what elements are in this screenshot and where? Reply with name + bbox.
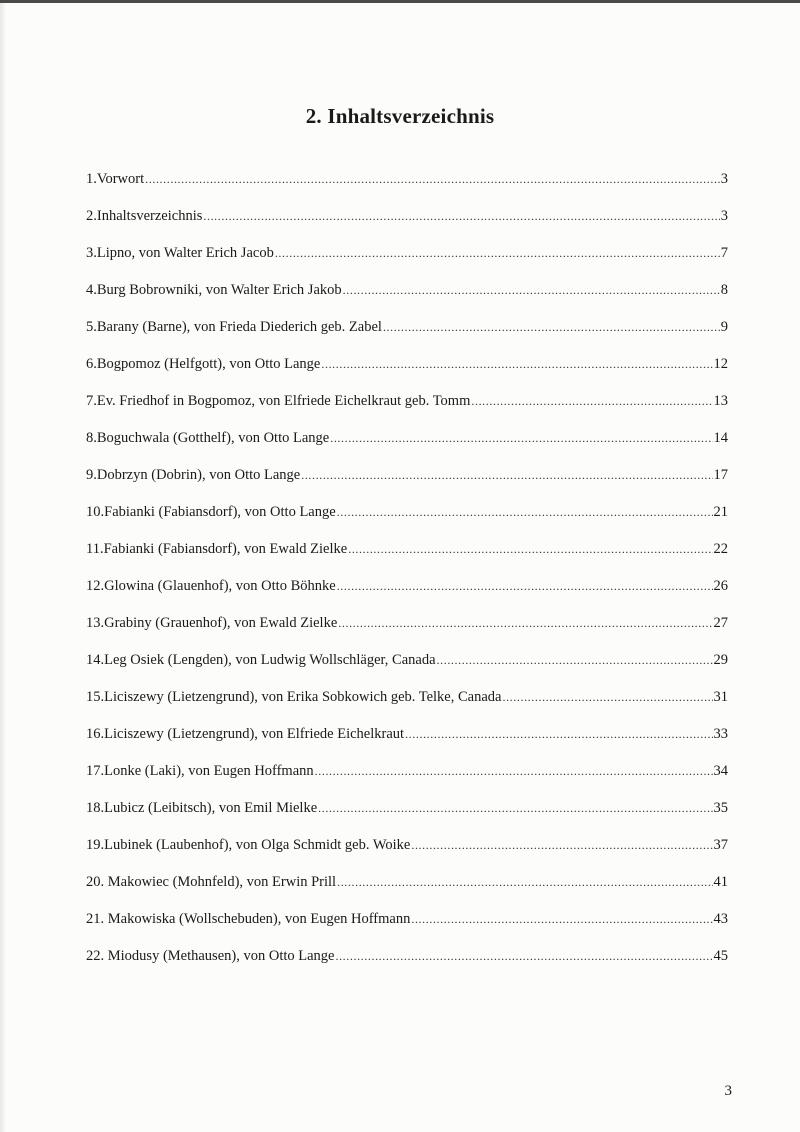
dot-leader <box>405 724 712 744</box>
toc-entry-title: 8.Boguchwala (Gotthelf), von Otto Lange <box>86 430 330 446</box>
toc-entry-title: 13.Grabiny (Grauenhof), von Ewald Zielke <box>86 615 338 631</box>
toc-entry-title: 12.Glowina (Glauenhof), von Otto Böhnke <box>86 578 336 594</box>
toc-entry <box>86 206 728 243</box>
toc-entry <box>86 243 728 280</box>
toc-entry <box>86 687 728 724</box>
dot-leader <box>502 687 712 707</box>
toc-entry-title: 6.Bogpomoz (Helfgott), von Otto Lange <box>86 356 321 372</box>
toc-entry-page: 35 <box>713 800 728 816</box>
toc-entry-title: 2.Inhaltsverzeichnis <box>86 208 203 224</box>
toc-entry-title: 11.Fabianki (Fabiansdorf), von Ewald Zielke <box>86 541 348 557</box>
toc-entry <box>86 465 728 502</box>
toc-entry-title: 1.Vorwort <box>86 171 145 187</box>
scan-edge-left <box>0 3 6 1132</box>
toc-entry-page: 27 <box>713 615 728 631</box>
toc-entry-page: 45 <box>713 948 728 964</box>
toc-entry-page: 13 <box>713 393 728 409</box>
dot-leader <box>203 206 719 226</box>
dot-leader <box>337 576 713 596</box>
toc-entry-title: 3.Lipno, von Walter Erich Jacob <box>86 245 274 261</box>
toc-entry <box>86 872 728 909</box>
toc-entry <box>86 391 728 428</box>
toc-entry-page: 37 <box>713 837 728 853</box>
dot-leader <box>275 243 720 263</box>
toc-entry-page: 9 <box>720 319 728 335</box>
toc-entry-title: 9.Dobrzyn (Dobrin), von Otto Lange <box>86 467 301 483</box>
toc-entry-page: 22 <box>713 541 728 557</box>
toc-entry-page: 29 <box>713 652 728 668</box>
dot-leader <box>437 650 713 670</box>
toc-entry-title: 14.Leg Osiek (Lengden), von Ludwig Wollschläger, Canada <box>86 652 436 668</box>
page-number: 3 <box>724 1083 732 1099</box>
toc-entry-title: 15.Liciszewy (Lietzengrund), von Erika Sobkowich geb. Telke, Canada <box>86 689 502 705</box>
dot-leader <box>411 835 712 855</box>
dot-leader <box>337 502 713 522</box>
dot-leader <box>383 317 720 337</box>
toc-entry-title: 7.Ev. Friedhof in Bogpomoz, von Elfriede Eichelkraut geb. Tomm <box>86 393 471 409</box>
toc-entry <box>86 761 728 798</box>
dot-leader <box>348 539 712 559</box>
toc-entry-page: 14 <box>713 430 728 446</box>
toc-entry-page: 3 <box>720 208 728 224</box>
dot-leader <box>335 946 712 966</box>
toc-entry-title: 10.Fabianki (Fabiansdorf), von Otto Lange <box>86 504 336 520</box>
dot-leader <box>315 761 713 781</box>
toc-entry <box>86 576 728 613</box>
dot-leader <box>330 428 712 448</box>
dot-leader <box>145 169 720 189</box>
toc-entry <box>86 835 728 872</box>
dot-leader <box>301 465 712 485</box>
toc-entry <box>86 946 728 983</box>
toc-entry-title: 18.Lubicz (Leibitsch), von Emil Mielke <box>86 800 318 816</box>
toc-entry <box>86 724 728 761</box>
toc-entry <box>86 280 728 317</box>
toc-entry-title: 19.Lubinek (Laubenhof), von Olga Schmidt geb. Woike <box>86 837 411 853</box>
dot-leader <box>471 391 712 411</box>
toc-entry-page: 12 <box>713 356 728 372</box>
toc-entry <box>86 909 728 946</box>
toc-entry-title: 16.Liciszewy (Lietzengrund), von Elfriede Eichelkraut <box>86 726 405 742</box>
toc-entry-page: 26 <box>713 578 728 594</box>
toc-entry <box>86 169 728 206</box>
toc-entry-title: 22. Miodusy (Methausen), von Otto Lange <box>86 948 335 964</box>
dot-leader <box>318 798 712 818</box>
toc-entry-title: 17.Lonke (Laki), von Eugen Hoffmann <box>86 763 314 779</box>
toc-entry-page: 31 <box>713 689 728 705</box>
toc-entry-page: 3 <box>720 171 728 187</box>
toc-entry-page: 33 <box>713 726 728 742</box>
dot-leader <box>337 872 712 892</box>
toc-entry <box>86 798 728 835</box>
toc-entry <box>86 650 728 687</box>
toc-entry-page: 21 <box>713 504 728 520</box>
toc-entry-page: 41 <box>713 874 728 890</box>
toc-entry <box>86 317 728 354</box>
dot-leader <box>343 280 720 300</box>
toc-entry-title: 4.Burg Bobrowniki, von Walter Erich Jakob <box>86 282 342 298</box>
toc-entry-page: 17 <box>713 467 728 483</box>
toc-entry-title: 20. Makowiec (Mohnfeld), von Erwin Prill <box>86 874 337 890</box>
toc-entry <box>86 502 728 539</box>
scan-edge-top <box>0 0 800 3</box>
toc-entry <box>86 428 728 465</box>
toc-entry-title: 21. Makowiska (Wollschebuden), von Eugen Hoffmann <box>86 911 411 927</box>
toc-entry-page: 43 <box>713 911 728 927</box>
dot-leader <box>338 613 712 633</box>
page-title: 2. Inhaltsverzeichnis <box>305 104 495 129</box>
toc-entry <box>86 354 728 391</box>
dot-leader <box>411 909 712 929</box>
toc-entry <box>86 613 728 650</box>
toc-entry <box>86 539 728 576</box>
table-of-contents <box>86 169 728 983</box>
toc-entry-page: 8 <box>720 282 728 298</box>
toc-entry-page: 7 <box>720 245 728 261</box>
dot-leader <box>321 354 712 374</box>
toc-entry-page: 34 <box>713 763 728 779</box>
toc-entry-title: 5.Barany (Barne), von Frieda Diederich geb. Zabel <box>86 319 382 335</box>
